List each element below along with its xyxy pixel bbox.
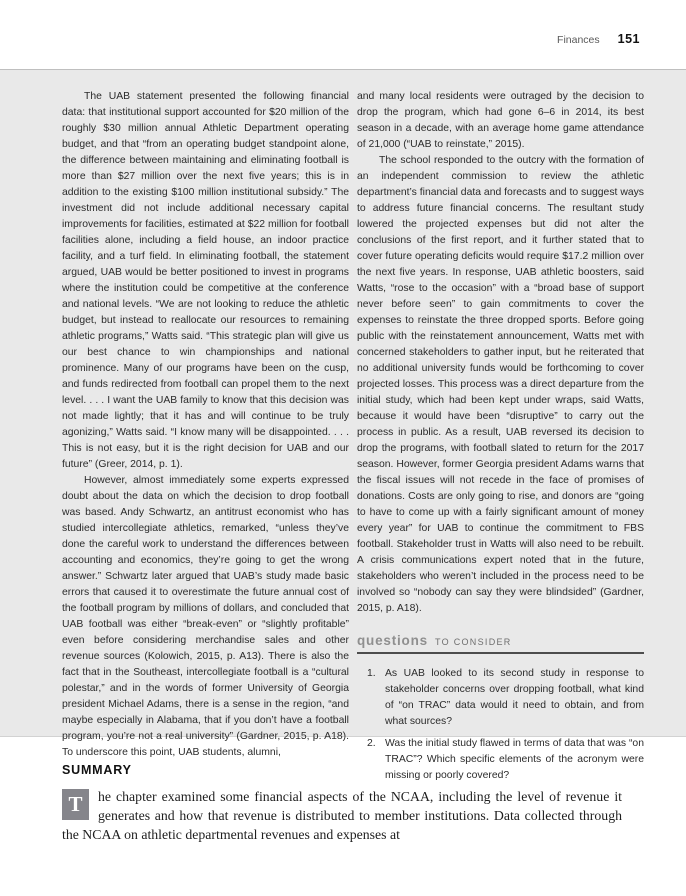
left-paragraph-2: However, almost immediately some experts expressed doubt about the data on which the decision to drop football was based. Andy Schwartz, an antitrust economist who has studied intercollegiate athletics, remarked, “unless they’ve done the careful work to understand the differences between accounting and economics, they’re going to get the wrong answer.” Schwartz later argued that UAB’s study made basic errors that caused it to overestimate the future annual cost of the football program by millions of dollars, and concluded that UAB football was either “break-even” or “slightly profitable” even before considering merchandise sales and other revenue sources (Kolowich, 2015, p. A13). There is also the fact that in the Southeast, intercollegiate football is a “cultural polestar,” and in the words of former University of Georgia president Michael Adams, there is a sense in the region, “and maybe especially in Alabama, that if you don’t have a football program, you’re not a real university” (Gardner, 2015, p. A18). To underscore this point, UAB students, alumni, — [62, 475, 349, 758]
summary-section — [62, 763, 622, 844]
right-paragraph-1: and many local residents were outraged by the decision to drop the program, which had gone 6–6 in 2014, its best season in a decade, with an average home game attendance of 21,000 (“UAB to reinstate,” 2015). — [357, 91, 644, 150]
right-column — [357, 89, 644, 781]
dropcap-letter: T — [62, 789, 89, 820]
running-header — [557, 32, 640, 46]
question-text: Was the initial study flawed in terms of data that was “on TRAC”? Which specific elements of the acronym were missing or poorly covered? — [385, 738, 644, 781]
questions-to-consider — [357, 633, 644, 784]
question-number: 2. — [367, 738, 376, 749]
summary-body-text: he chapter examined some financial aspects of the NCAA, including the level of revenue it generates and how that revenue is distributed to member institutions. Data collected through the NCAA on athletic departmental revenues and expenses at — [62, 789, 622, 842]
question-number: 1. — [367, 668, 376, 679]
summary-paragraph — [62, 787, 622, 844]
questions-heading — [357, 633, 644, 654]
questions-heading-sub: TO CONSIDER — [434, 637, 512, 647]
page-number: 151 — [617, 32, 640, 46]
question-text: As UAB looked to its second study in response to stakeholder concerns over dropping football, what kind of “on TRAC” data would it need to obtain, and from what sources? — [385, 668, 644, 727]
section-label: Finances — [557, 34, 600, 46]
left-paragraph-1: The UAB statement presented the following financial data: that institutional support accounted for $20 million of the roughly $30 million annual Athletic Department operating budget, and that “from an operating budget standpoint alone, the difference between maintaining and eliminating football is more than $27 million over the next five years; this is in addition to the existing $100 million institutional subsidy.” The investment did not include additional necessary capital improvements for facilities, estimated at $22 million for football facilities alone, including a field house, an indoor practice facility, and a turf field. In eliminating football, the statement argued, UAB would be better positioned to invest in programs where the institution could be competitive at the conference and national levels. “We are not looking to reduce the athletic budget, but instead to reallocate our resources to remaining athletic programs,” Watts said. “This strategic plan will give us our best chance to win championships and national prominence. Many of our programs have been on the cusp, and funds redirected from football can propel them to the next level. . . . I want the UAB family to know that this decision was not made lightly; that it has and will continue to be truly agonizing,” Watts said. “I know many will be disappointed. . . . This is not easy, but it is the right decision for UAB and our future” (Greer, 2014, p. 1). — [62, 91, 349, 470]
right-paragraph-2: The school responded to the outcry with the formation of an independent commission to review the athletic department’s financial data and forecasts and to suggest ways to address future financial concerns. The resultant study lowered the projected expenses but did not alter the conclusions of the first report, and it further stated that to cover future operating deficits would require $17.2 million over the next five years. In response, UAB athletic boosters, said Watts, “rose to the occasion” with a “broad base of support never before seen” to gain commitments to cover the expenses to reinstate the three dropped sports. Before going public with the reinstatement announcement, Watts met with concerned stakeholders to gather input, but he reiterated that no additional university funds would be forthcoming to cover projected losses. This process was a direct departure from the initial study, which had been kept under wraps, said Watts, because it would have been “disruptive” to carry out the process in public. As a result, UAB reversed its decision to drop the programs, with football slated to return for the 2017 season. However, former Georgia president Adams warns that the fiscal issues will not recede in the face of promises of donations. Costs are only going to rise, and donors are “going to have to come up with a fairly significant amount of money every year” for UAB to continue the commitment to FBS football. Stakeholder trust in Watts will also need to be rebuilt. A crisis communications expert noted that in the future, stakeholders who weren’t included in the process need to be involved so “nobody can say they were blindsided” (Gardner, 2015, p. A18). — [357, 155, 644, 614]
summary-heading: SUMMARY — [62, 763, 132, 777]
questions-heading-main: questions — [357, 633, 428, 648]
left-column — [62, 89, 349, 758]
question-item — [367, 666, 644, 730]
